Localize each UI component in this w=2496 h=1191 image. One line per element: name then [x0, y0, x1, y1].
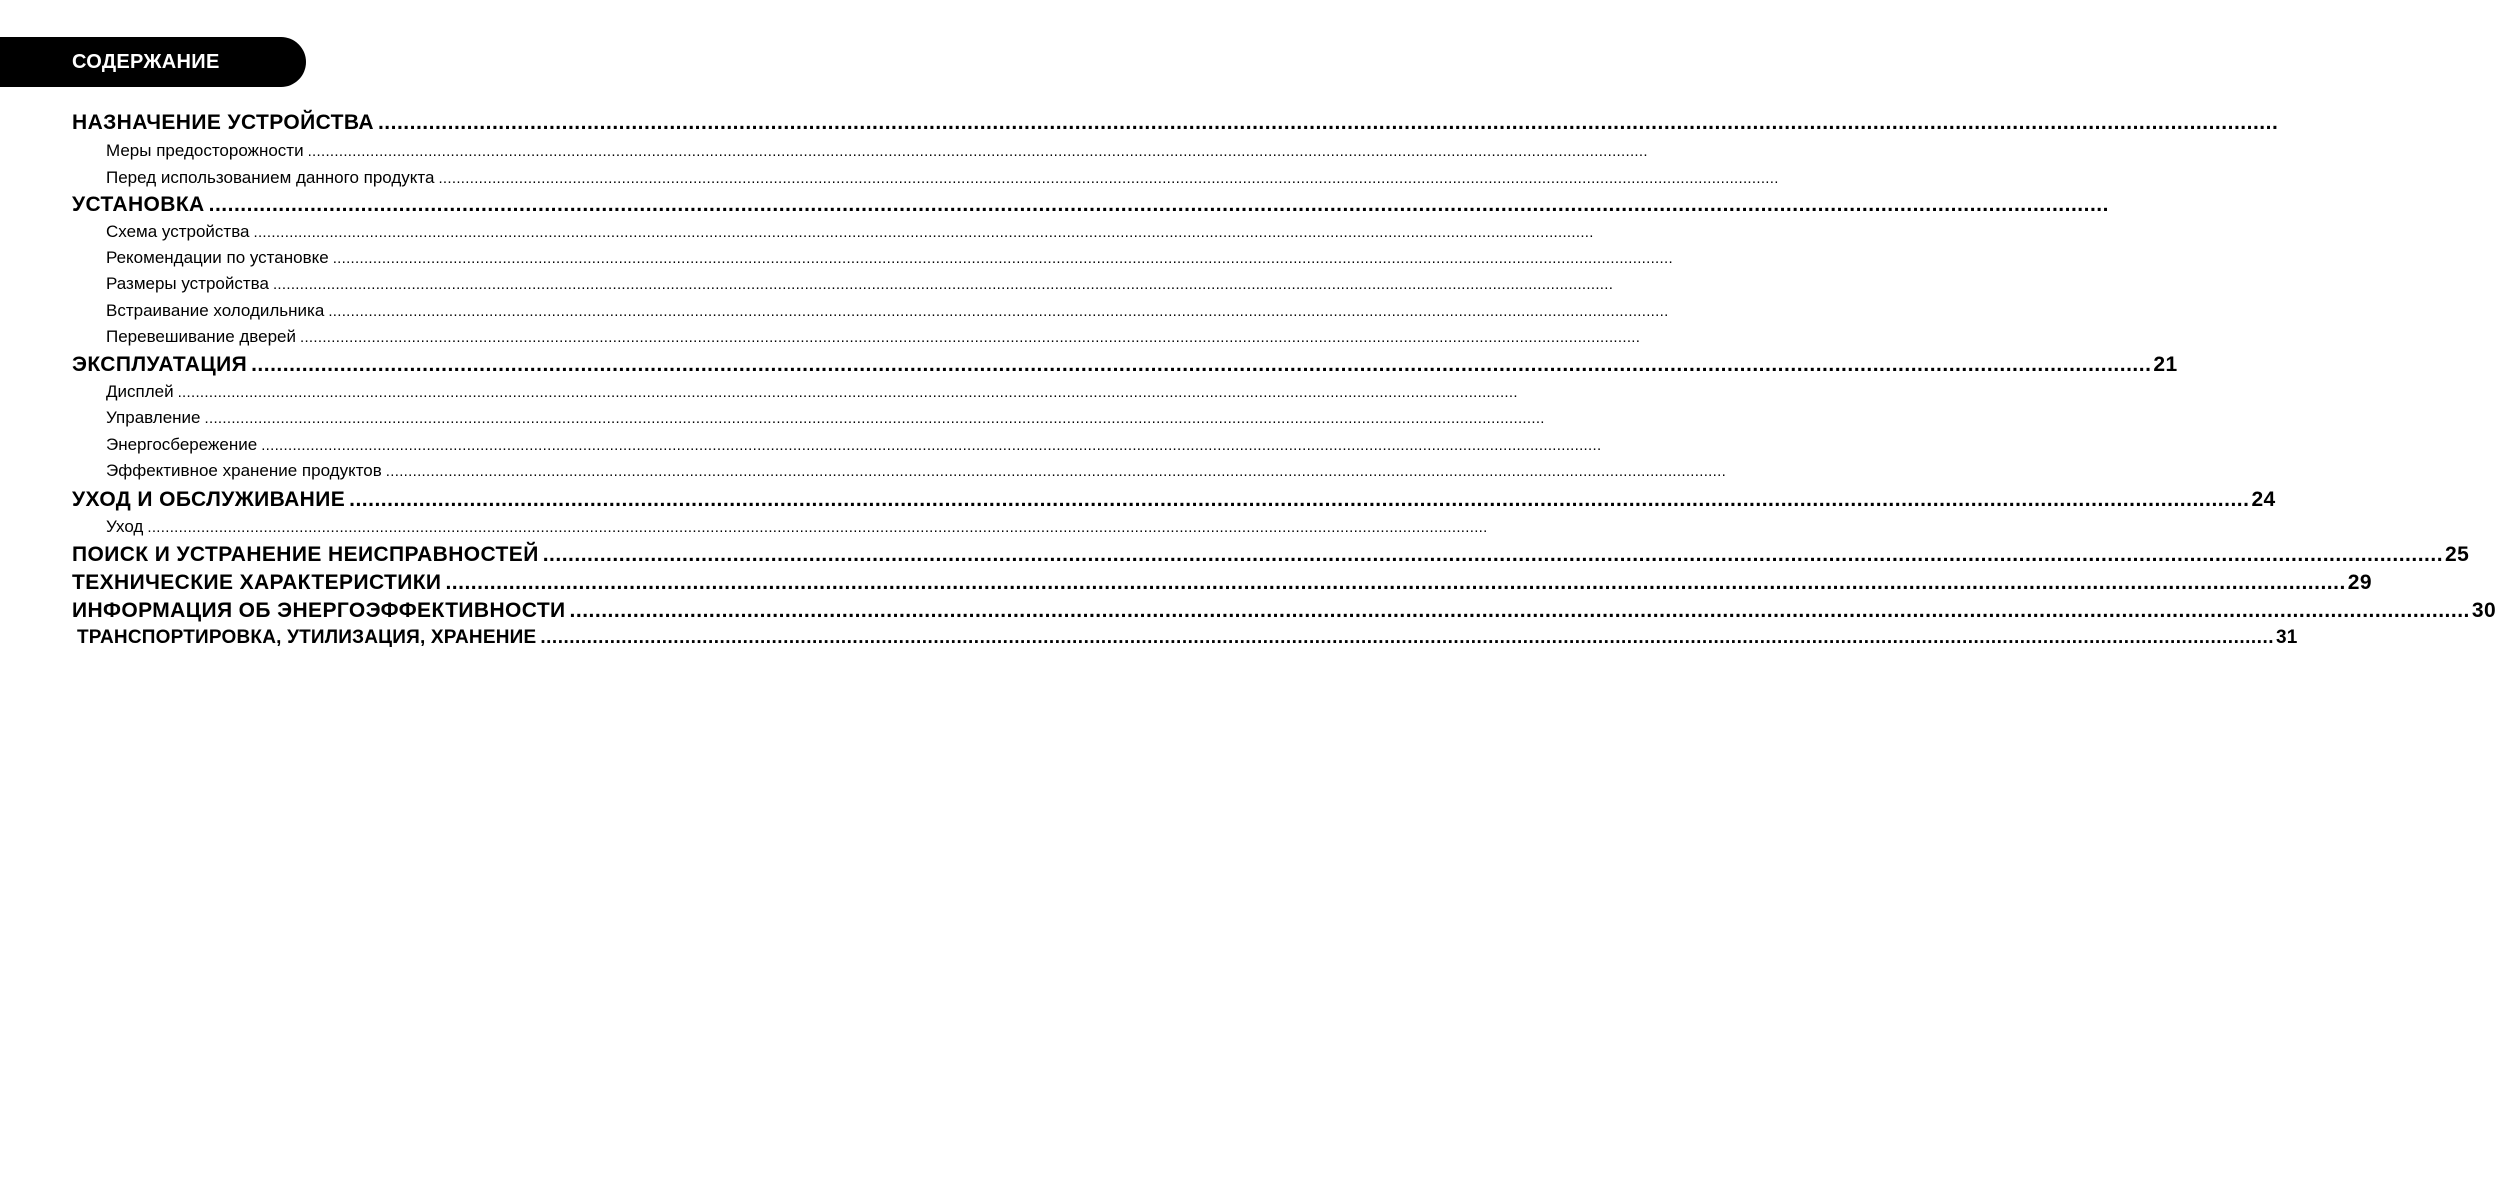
toc-entry-page: 30	[2471, 599, 2496, 622]
toc-entry-label: НАЗНАЧЕНИЕ УСТРОЙСТВА	[72, 111, 374, 134]
toc-entry-label: Дисплей	[106, 382, 174, 401]
toc-entry-label: ТЕХНИЧЕСКИЕ ХАРАКТЕРИСТИКИ	[72, 571, 442, 594]
toc-entry-label: ИНФОРМАЦИЯ ОБ ЭНЕРГОЭФФЕКТИВНОСТИ	[72, 599, 566, 622]
toc-entry-label: Перевешивание дверей	[106, 327, 296, 346]
toc-entry[interactable]	[106, 168, 1779, 188]
leader-dots: ............................................................................................................................................................................................................................................................................................................	[569, 599, 2470, 622]
toc-entry[interactable]	[106, 382, 1518, 402]
leader-dots: ............................................................................................................................................................................................................................................................................................................	[177, 384, 1518, 401]
leader-dots: ............................................................................................................................................................................................................................................................................................................	[251, 353, 2152, 376]
toc-entry[interactable]	[106, 461, 1727, 481]
page-title: СОДЕРЖАНИЕ	[72, 51, 220, 73]
toc-entry-label: ТРАНСПОРТИРОВКА, УТИЛИЗАЦИЯ, ХРАНЕНИЕ	[77, 627, 537, 648]
toc-entry-page: 21	[2153, 353, 2178, 376]
toc-entry[interactable]	[77, 627, 2298, 649]
leader-dots: ............................................................................................................................................................................................................................................................................................................	[147, 519, 1488, 536]
toc-entry-label: УХОД И ОБСЛУЖИВАНИЕ	[72, 488, 346, 511]
toc-entry-label: Перед использованием данного продукта	[106, 168, 435, 187]
toc-entry-page: 25	[2445, 543, 2470, 566]
leader-dots: ............................................................................................................................................................................................................................................................................................................	[349, 488, 2250, 511]
toc-entry-label: Уход	[106, 517, 144, 536]
leader-dots: ............................................................................................................................................................................................................................................................................................................	[208, 193, 2109, 216]
toc-entry-page: 24	[2251, 488, 2276, 511]
toc-entry[interactable]	[106, 301, 1669, 321]
toc-entry[interactable]	[106, 248, 1673, 268]
toc-entry-label: ЭКСПЛУАТАЦИЯ	[72, 353, 248, 376]
leader-dots: ............................................................................................................................................................................................................................................................................................................	[300, 329, 1641, 346]
leader-dots: ............................................................................................................................................................................................................................................................................................................	[540, 627, 2275, 648]
leader-dots: ............................................................................................................................................................................................................................................................................................................	[332, 250, 1673, 267]
toc-entry-label: Энергосбережение	[106, 435, 258, 454]
toc-entry-label: ПОИСК И УСТРАНЕНИЕ НЕИСПРАВНОСТЕЙ	[72, 543, 539, 566]
leader-dots: ............................................................................................................................................................................................................................................................................................................	[272, 276, 1614, 293]
toc-entry[interactable]	[72, 488, 2276, 512]
leader-dots: ............................................................................................................................................................................................................................................................................................................	[307, 143, 1648, 160]
toc-entry[interactable]	[72, 571, 2372, 595]
toc-entry[interactable]	[72, 543, 2470, 567]
leader-dots: ............................................................................................................................................................................................................................................................................................................	[438, 170, 1779, 187]
leader-dots: ............................................................................................................................................................................................................................................................................................................	[445, 571, 2346, 594]
toc-entry[interactable]	[106, 517, 1488, 537]
leader-dots: ............................................................................................................................................................................................................................................................................................................	[204, 410, 1545, 427]
toc-entry[interactable]	[72, 599, 2496, 623]
leader-dots: ............................................................................................................................................................................................................................................................................................................	[377, 111, 2279, 134]
toc-entry[interactable]	[106, 408, 1545, 428]
toc-entry-label: Размеры устройства	[106, 274, 269, 293]
toc-entry[interactable]	[72, 353, 2178, 377]
toc-entry[interactable]	[106, 435, 1602, 455]
toc-entry-label: Схема устройства	[106, 222, 250, 241]
leader-dots: ............................................................................................................................................................................................................................................................................................................	[261, 437, 1602, 454]
leader-dots: ............................................................................................................................................................................................................................................................................................................	[328, 303, 1669, 320]
toc-entry-label: Рекомендации по установке	[106, 248, 329, 267]
toc-entry-label: Встраивание холодильника	[106, 301, 325, 320]
leader-dots: ............................................................................................................................................................................................................................................................................................................	[542, 543, 2444, 566]
toc-entry-page: 31	[2276, 627, 2298, 648]
toc-entry[interactable]	[72, 193, 2109, 217]
toc-entry[interactable]	[106, 141, 1648, 161]
toc-entry[interactable]	[106, 327, 1641, 347]
toc-entry-page: 29	[2347, 571, 2372, 594]
toc-entry[interactable]	[106, 274, 1614, 294]
leader-dots: ............................................................................................................................................................................................................................................................................................................	[385, 463, 1727, 480]
toc-entry[interactable]	[72, 111, 2279, 135]
leader-dots: ............................................................................................................................................................................................................................................................................................................	[253, 224, 1594, 241]
toc-entry-label: УСТАНОВКА	[72, 193, 205, 216]
toc-entry[interactable]	[106, 222, 1594, 242]
toc-entry-label: Эффективное хранение продуктов	[106, 461, 382, 480]
toc-entry-label: Меры предосторожности	[106, 141, 304, 160]
toc-entry-label: Управление	[106, 408, 201, 427]
